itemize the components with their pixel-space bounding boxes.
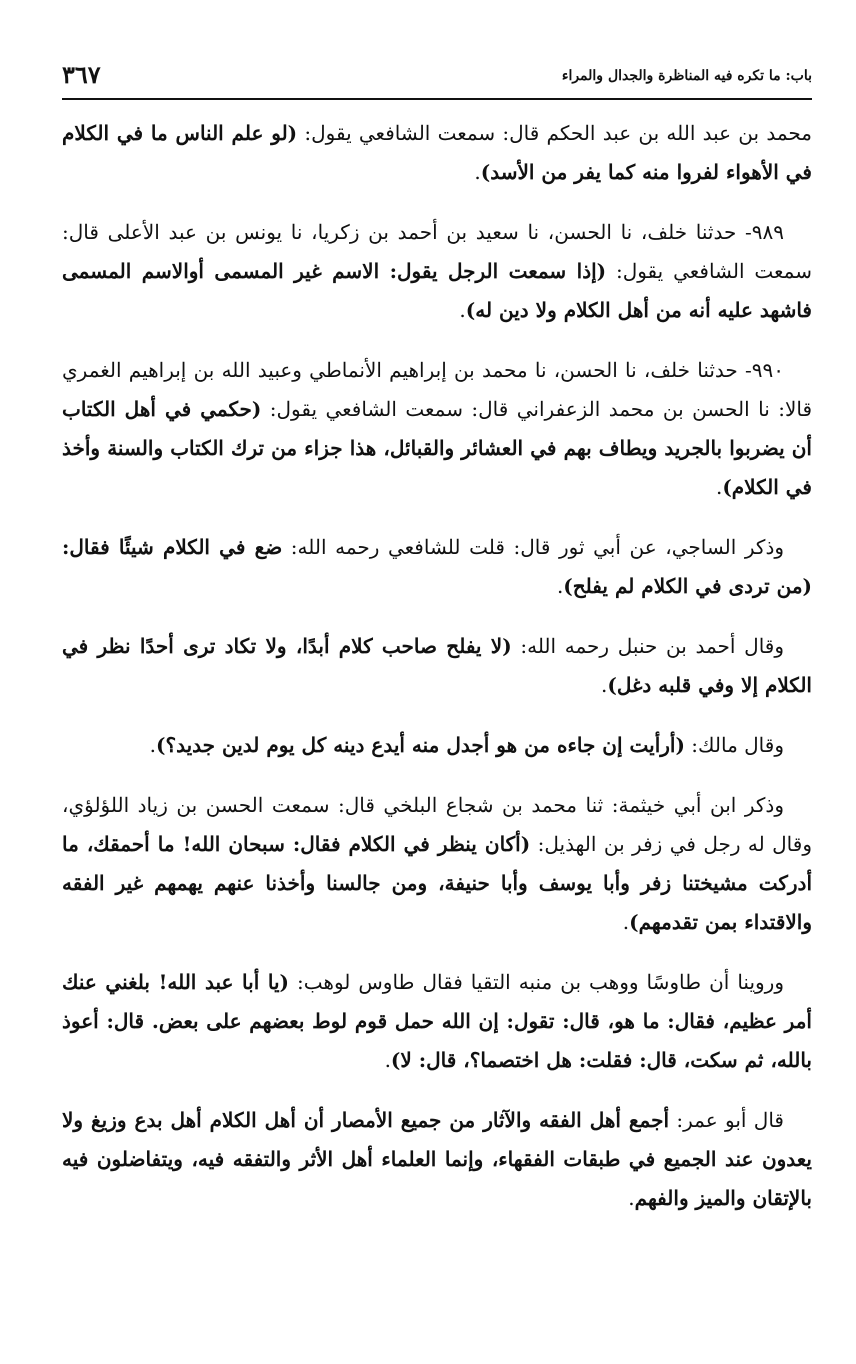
paragraph-text: ٩٩٠- حدثنا خلف، نا الحسن، نا محمد بن إبراهيم الأنماطي وعبيد الله بن إبراهيم الغمري قالا: نا الحسن بن محمد الزعفراني قال: سمعت الشافعي يقول: xyxy=(62,358,813,421)
quoted-saying: أجمع أهل الفقه والآثار من جميع الأمصار أن أهل الكلام أهل بدع وزيغ ولا يعدون عند الجميع في طبقات الفقهاء، وإنما العلماء أهل الأثر والتفقه فيه، ويتفاضلون فيه بالإتقان والميز والفهم xyxy=(62,1108,812,1210)
chapter-title: باب: ما تكره فيه المناظرة والجدال والمراء xyxy=(561,68,812,84)
paragraph-end: . xyxy=(474,160,481,184)
paragraph-text: وقال أحمد بن حنبل رحمه الله: xyxy=(511,634,785,658)
quoted-saying: (إذا سمعت الرجل يقول: الاسم غير المسمى أوالاسم المسمى فاشهد عليه أنه من أهل الكلام ولا دين له) xyxy=(62,259,812,322)
quoted-saying: (أرأيت إن جاءه من هو أجدل منه أيدع دينه كل يوم لدين جديد؟) xyxy=(156,733,685,757)
paragraph-1 xyxy=(62,114,812,192)
quoted-saying: (يا أبا عبد الله! بلغني عنك أمر عظيم، فقال: ما هو، قال: تقول: إن الله حمل قوم لوط بعضهم على بعض. قال: أعوذ بالله، ثم سكت، قال: فقلت: هل اختصما؟، قال: لا) xyxy=(62,970,812,1072)
page-header xyxy=(62,58,812,100)
paragraph-end: . xyxy=(715,475,723,499)
paragraph-text: قال أبو عمر: xyxy=(669,1108,784,1132)
quoted-saying: (لا يفلح صاحب كلام أبدًا، ولا تكاد ترى أحدًا نظر في الكلام إلا وفي قلبه دغل) xyxy=(62,634,812,697)
quoted-saying: ضع في الكلام شيئًا فقال: (من تردى في الكلام لم يفلح) xyxy=(62,535,812,598)
page-number: ٣٦٧ xyxy=(62,60,101,89)
paragraph-5 xyxy=(62,627,812,705)
paragraph-end: . xyxy=(556,574,564,598)
paragraph-6 xyxy=(62,726,812,765)
paragraph-end: . xyxy=(628,1186,635,1210)
paragraph-end: . xyxy=(384,1048,391,1072)
quoted-saying: (حكمي في أهل الكتاب أن يضربوا بالجريد ويطاف بهم في العشائر والقبائل، هذا جزاء من ترك الكتاب والسنة وأخذ في الكلام) xyxy=(62,397,812,499)
book-page xyxy=(62,58,812,1239)
paragraph-end: . xyxy=(601,673,608,697)
paragraph-end: . xyxy=(149,733,156,757)
paragraph-end: . xyxy=(622,910,630,934)
paragraph-end: . xyxy=(459,298,466,322)
paragraph-9 xyxy=(62,1101,812,1218)
page-body xyxy=(62,114,812,1218)
quoted-saying: (لو علم الناس ما في الكلام في الأهواء لفروا منه كما يفر من الأسد) xyxy=(62,121,812,184)
paragraph-text: وذكر ابن أبي خيثمة: ثنا محمد بن شجاع البلخي قال: سمعت الحسن بن زياد اللؤلؤي، وقال له رجل في زفر بن الهذيل: xyxy=(62,793,812,856)
paragraph-2 xyxy=(62,213,812,330)
paragraph-text: وروينا أن طاوسًا ووهب بن منبه التقيا فقال طاوس لوهب: xyxy=(289,970,784,994)
quoted-saying: (أكان ينظر في الكلام فقال: سبحان الله! ما أحمقك، ما أدركت مشيختنا زفر وأبا يوسف وأبا حنيفة، ومن جالسنا وأخذنا عنهم يهمهم غير الفقه والاقتداء بمن تقدمهم) xyxy=(62,832,812,934)
paragraph-text: وقال مالك: xyxy=(684,733,784,757)
paragraph-4 xyxy=(62,528,812,606)
paragraph-text: محمد بن عبد الله بن عبد الحكم قال: سمعت الشافعي يقول: xyxy=(297,121,813,145)
paragraph-text: وذكر الساجي، عن أبي ثور قال: قلت للشافعي رحمه الله: xyxy=(282,535,785,559)
paragraph-8 xyxy=(62,963,812,1080)
paragraph-7 xyxy=(62,786,812,942)
paragraph-text: ٩٨٩- حدثنا خلف، نا الحسن، نا سعيد بن أحمد بن زكريا، نا يونس بن عبد الأعلى قال: سمعت الشافعي يقول: xyxy=(62,220,812,283)
paragraph-3 xyxy=(62,351,812,507)
